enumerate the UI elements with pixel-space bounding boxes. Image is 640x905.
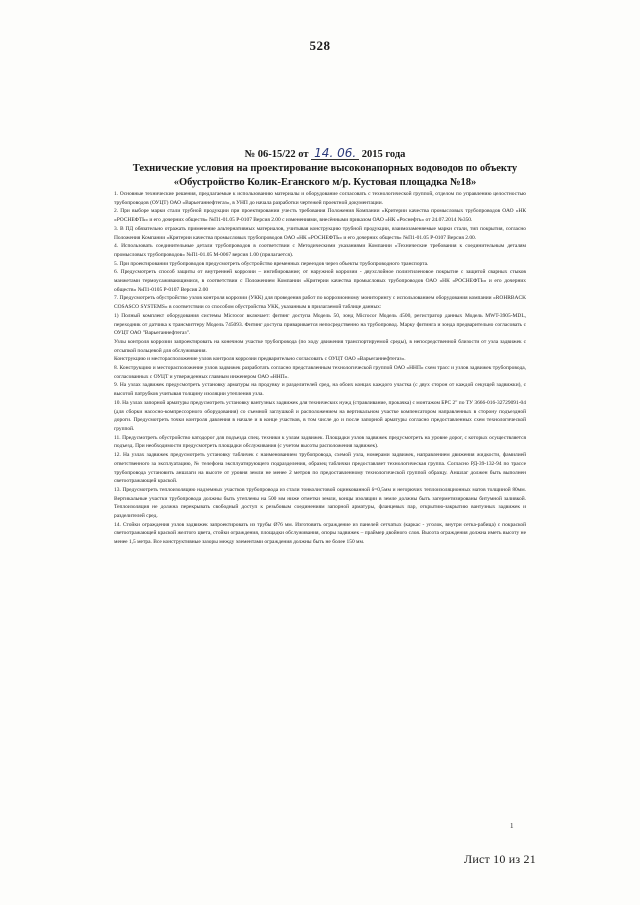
paragraph: 12. На узлах задвижек предусмотреть установку табличек с наименованием трубопровода, схемой узла, номерами задвижек, направлением движения жидкости, фамилией ответственного за эксплуатацию, № телефона эксплуатирующего подразделения, образец таблички предоставляет технологическая группа. Согласно РД-39-132-94 по трассе трубопровода установить аншлаги на высоте от уровня земли не менее 2 метров по предоставленному технологической группой образцу. Аншлаг должен быть выполнен светоотражающей краской. bbox=[114, 452, 526, 485]
document-header bbox=[110, 147, 540, 190]
paragraph: 14. Стойки ограждения узлов задвижек запроектировать из трубы Ø76 мм. Изготовить ограждение из панелей сетчатых (каркас - уголок, внутри сетка-рабица) с покраской светоотражающей краской желтого цвета, стойки ограждения, площадки обслуживания, опоры задвижек – праймер двойного слоя. Высота ограждения должна иметь высоту не менее 1,5 метра. Все конструктивные зазоры между элементами ограждения должны быть не более 150 мм. bbox=[114, 521, 526, 546]
paragraph: 9. На узлах задвижек предусмотреть установку арматуры на продувку и разделителей сред, на обоих концах каждого участка (с двух сторон от каждой секущей задвижки), с высотой патрубков учитывая толщину изоляции утепления узла. bbox=[114, 382, 526, 398]
paragraph: 5. При проектировании трубопроводов предусмотреть обустройство временных переездов через объекты трубопроводного транспорта. bbox=[114, 260, 429, 267]
paragraph: Конструкцию и месторасположение узлов контроля коррозии предварительно согласовать с ОУЦТ ОАО «Варьеганнефтегаз». bbox=[114, 356, 406, 363]
document-body bbox=[114, 190, 526, 547]
document-number-suffix: 2015 года bbox=[361, 149, 406, 160]
paragraph: Узлы контроля коррозии запроектировать на конечном участке трубопровода (по ходу движения транспортируемой среды), в непосредственной близости от узла задвижек с отсыпкой польцевой для обслуживания. bbox=[114, 338, 526, 354]
paragraph: 8. Конструкцию и месторасположение узлов задвижек разработать согласно представленным технологической группой ОАО «ННП» схем трасс и узлов задвижек трубопровода, согласованных с ОУЦТ и утвержденных главным инженером ОАО «ННП». bbox=[114, 365, 526, 380]
sheet-label: Лист 10 из 21 bbox=[464, 852, 536, 866]
footer-index: 1 bbox=[510, 822, 514, 830]
document-number-line bbox=[110, 147, 540, 162]
paragraph: 7. Предусмотреть обустройство узлов контроля коррозии (УКК) для проведения работ по коррозионному мониторингу с использованием оборудования компании «ROHRBACK COSASCO SYSTEMS» в соответствии со способом обустройства УКК, указанным в прилагаемой таблице данных: bbox=[114, 295, 526, 311]
document-number-prefix: № 06-15/22 от bbox=[244, 149, 309, 160]
paragraph: 3. В ПД обязательно отражать применение альтернативных материалов, учитывая конструкцию трубной продукции, взаимозаменяемые марки стали, тип покрытия, согласно Положения Компании «Критерии качества промысловых трубопроводов ОАО «НК «РОСНЕФТЬ» и его дочерних обществ» №П1-01.05 Р-0107 Версия 2.00. bbox=[114, 225, 526, 241]
paragraph: 1. Основные технические решения, предлагаемые к использованию материалы и оборудование согласовать с технологической группой, отделом по управлению целостностью трубопроводов (ОУЦТ) ОАО «Варьеганнефтегаз», в УНП до начала разработки чертежей проектной документации. bbox=[114, 191, 526, 206]
paragraph: 13. Предусмотреть теплоизоляцию надземных участков трубопровода из стали тонколистовой оцинкованной δ=0,5мм и негорючих теплоизоляционных матов толщиной 80мм. Вертикальные участки трубопровода должны быть утеплены на 500 мм ниже отметки земли, концы изоляции в земле должны быть загерметизированы битумной заливкой. Теплоизоляция не должна перекрывать свободный доступ к резьбовым соединениям запорной арматуры, фланцевых пар, открытию-закрытию вантузных задвижек и разделителей сред. bbox=[114, 486, 526, 520]
page-number: 528 bbox=[309, 38, 331, 53]
paragraph: 4. Использовать соединительные детали трубопроводов в соответствии с Методическими указаниями Компании «Технические требования к соединительным деталям промысловых трубопроводов» №П1-01.05 М-0067 версия 1.00 (прилагается). bbox=[114, 243, 526, 258]
handwritten-date: 14. 06. bbox=[311, 147, 359, 160]
paragraph: 2. При выборе марки стали трубной продукции при проектировании учесть требования Положения Компании «Критерии качества промысловых трубопроводов ОАО «НК «РОСНЕФТЬ» и его дочерних обществ» №П1-01.05 Р-0107 Версия 2.00 с изменениями, внесёнными приказом ОАО «НК «Роснефть» от 24.07.2014 №350. bbox=[114, 208, 526, 224]
paragraph: 6. Предусмотреть способ защиты от внутренней коррозии – ингибирование; от наружной коррозии - двухслойное полиэтиленовое покрытие с защитой сварных стыков манжетами термоусаживающимися, в соответствии с Положением Компании «Критерии качества промысловых трубопроводов ОАО «НК «РОСНЕФТЬ» и его дочерних обществ» №П1-0105 Р-0107 Версия 2.00 bbox=[114, 269, 526, 293]
paragraph: 1) Полный комплект оборудования системы Microcor включает: фитинг доступа Модель 50, зонд Microcor Модель 4500, регистратор данных Модель MWT-3905-MDL, переходник от датчика к трансмиттеру Модель 745093. Фитинг доступа приваривается непосредственно на трубопровод. Марку фитинга и зонда предварительно согласовать с ОУЦТ ОАО "Варьеганнефтегаз". bbox=[114, 312, 526, 337]
document-title-line-2: «Обустройство Колик-Еганского м/р. Кустовая площадка №18» bbox=[173, 177, 477, 188]
paragraph: 11. Предусмотреть обустройство катодорог для подъезда спец. техники к узлам задвижек. Площадки узлов задвижек предусмотреть на уровне дорог, с которых осуществляется подъезд. При необходимости предусмотреть площадки обслуживания (с учетом высоты расположения задвижек). bbox=[114, 434, 526, 450]
paragraph: 10. На узлах запорной арматуры предусмотреть установку вантузных задвижек для технических нужд (стравливание, прокачка) с монтажом БРС 2" по ТУ 3666-016-32729091-04 (для сборки насосно-компрессорного оборудования) со съемной заглушкой и расположением на вертикальном участке компенсатором направленных в сторону подъездной дороги. Предусмотреть точки контроля давления в начале и в конце участков, в том числе до и после запорной арматуры согласно предоставленных схем технологической группой. bbox=[114, 399, 526, 432]
document-title-line-1: Технические условия на проектирование высоконапорных водоводов по объекту bbox=[132, 163, 518, 174]
